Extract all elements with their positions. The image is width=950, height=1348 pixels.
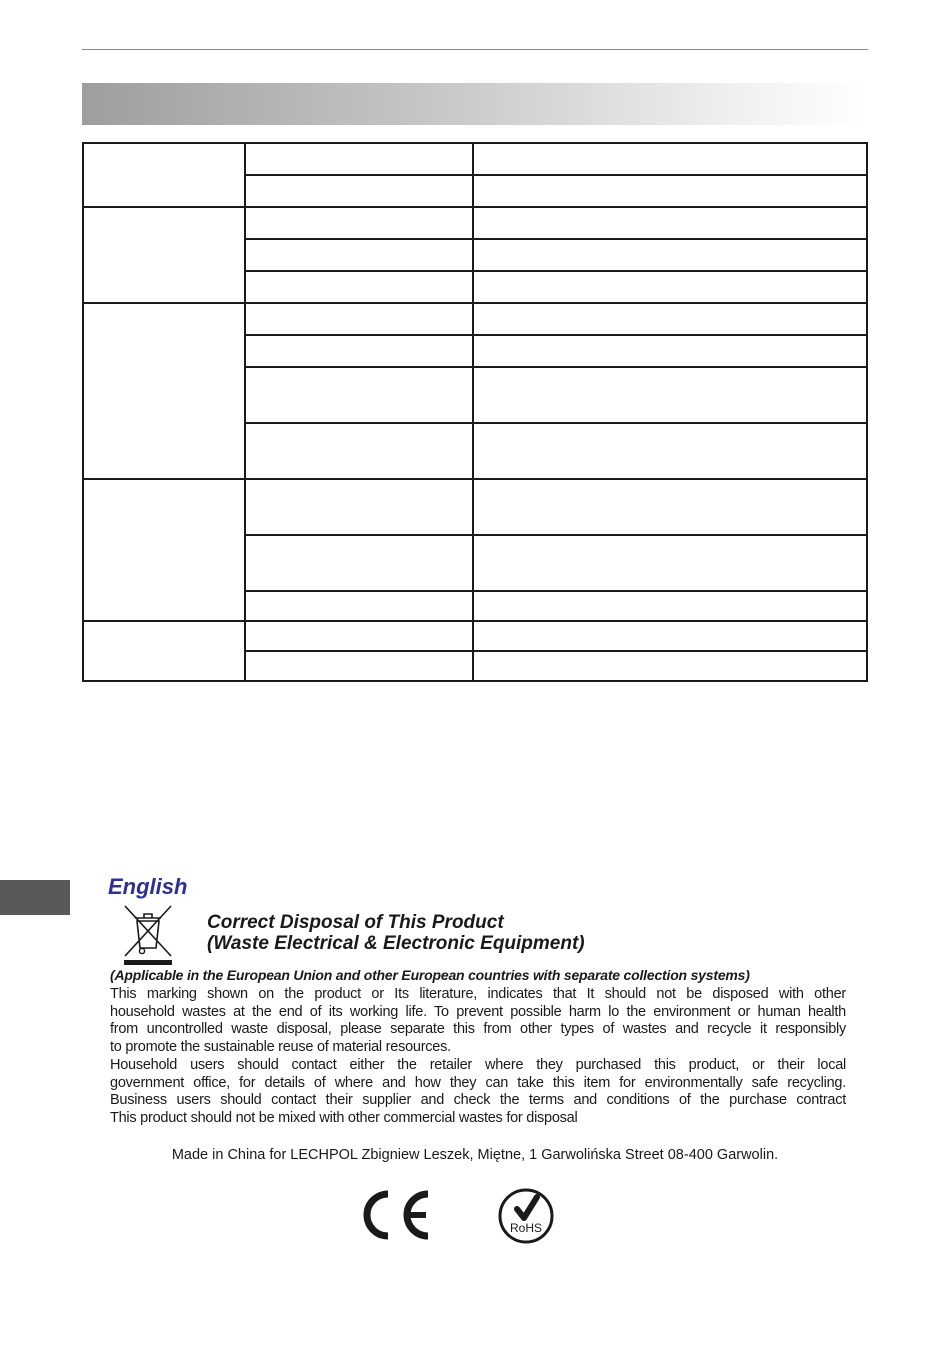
paragraph-line: to promote the sustainable reuse of material resources. xyxy=(110,1038,451,1055)
disposal-paragraph-2 xyxy=(110,1057,846,1127)
group-label-cell xyxy=(83,143,245,207)
group-label-cell xyxy=(83,479,245,621)
language-side-tab xyxy=(0,880,70,915)
spec-value-cell xyxy=(473,651,867,681)
spec-label-cell xyxy=(245,303,473,335)
table-row xyxy=(83,479,867,535)
disposal-title-line1: Correct Disposal of This Product xyxy=(207,912,504,933)
spec-value-cell xyxy=(473,335,867,367)
spec-label-cell xyxy=(245,651,473,681)
disposal-title-line2: (Waste Electrical & Electronic Equipment) xyxy=(207,933,585,954)
top-divider xyxy=(82,49,868,50)
ce-mark-icon xyxy=(358,1186,434,1244)
spec-value-cell xyxy=(473,303,867,335)
applicable-note: (Applicable in the European Union and other European countries with separate collection systems) xyxy=(110,967,750,983)
table-row xyxy=(83,303,867,335)
spec-label-cell xyxy=(245,207,473,239)
paragraph-line: This product should not be mixed with other commercial wastes for disposal xyxy=(110,1109,578,1126)
group-label-cell xyxy=(83,303,245,479)
spec-value-cell xyxy=(473,591,867,621)
spec-label-cell xyxy=(245,591,473,621)
spec-label-cell xyxy=(245,271,473,303)
paragraph-line: household wastes at the end of its working life. To prevent possible harm lo the environment or human health xyxy=(110,1003,846,1020)
spec-value-cell xyxy=(473,207,867,239)
specification-table xyxy=(82,142,868,682)
spec-label-cell xyxy=(245,143,473,175)
rohs-mark-icon xyxy=(497,1187,555,1245)
spec-value-cell xyxy=(473,239,867,271)
paragraph-line: This marking shown on the product or Its literature, indicates that It should not be disposed with other xyxy=(110,986,846,1002)
group-label-cell xyxy=(83,207,245,303)
section-header-band xyxy=(82,83,868,125)
spec-label-cell xyxy=(245,479,473,535)
disposal-title xyxy=(207,912,585,954)
spec-value-cell xyxy=(473,621,867,651)
rohs-label: RoHS xyxy=(509,1221,543,1235)
disposal-paragraph-1 xyxy=(110,986,846,1056)
paragraph-line: government office, for details of where and how they can take this item for environmentally safe recycling. xyxy=(110,1074,846,1091)
table-row xyxy=(83,207,867,239)
spec-value-cell xyxy=(473,367,867,423)
spec-label-cell xyxy=(245,621,473,651)
paragraph-line: Household users should contact either the retailer where they purchased this product, or their local xyxy=(110,1057,846,1073)
table-row xyxy=(83,621,867,651)
spec-value-cell xyxy=(473,535,867,591)
crossed-out-wheelie-bin-icon xyxy=(122,904,174,966)
spec-label-cell xyxy=(245,423,473,479)
spec-value-cell xyxy=(473,479,867,535)
spec-value-cell xyxy=(473,423,867,479)
spec-label-cell xyxy=(245,335,473,367)
table-row xyxy=(83,143,867,175)
spec-value-cell xyxy=(473,175,867,207)
group-label-cell xyxy=(83,621,245,681)
spec-value-cell xyxy=(473,271,867,303)
language-heading: English xyxy=(108,874,188,899)
spec-label-cell xyxy=(245,175,473,207)
paragraph-line: Business users should contact their supplier and check the terms and conditions of the purchase contract xyxy=(110,1092,846,1109)
manufacturer-note: Made in China for LECHPOL Zbigniew Leszek, Miętne, 1 Garwolińska Street 08-400 Garwolin. xyxy=(171,1147,779,1163)
paragraph-line: from uncontrolled waste disposal, please separate this from other types of wastes and recycle it responsibly xyxy=(110,1021,846,1038)
spec-label-cell xyxy=(245,239,473,271)
spec-label-cell xyxy=(245,535,473,591)
spec-value-cell xyxy=(473,143,867,175)
spec-label-cell xyxy=(245,367,473,423)
